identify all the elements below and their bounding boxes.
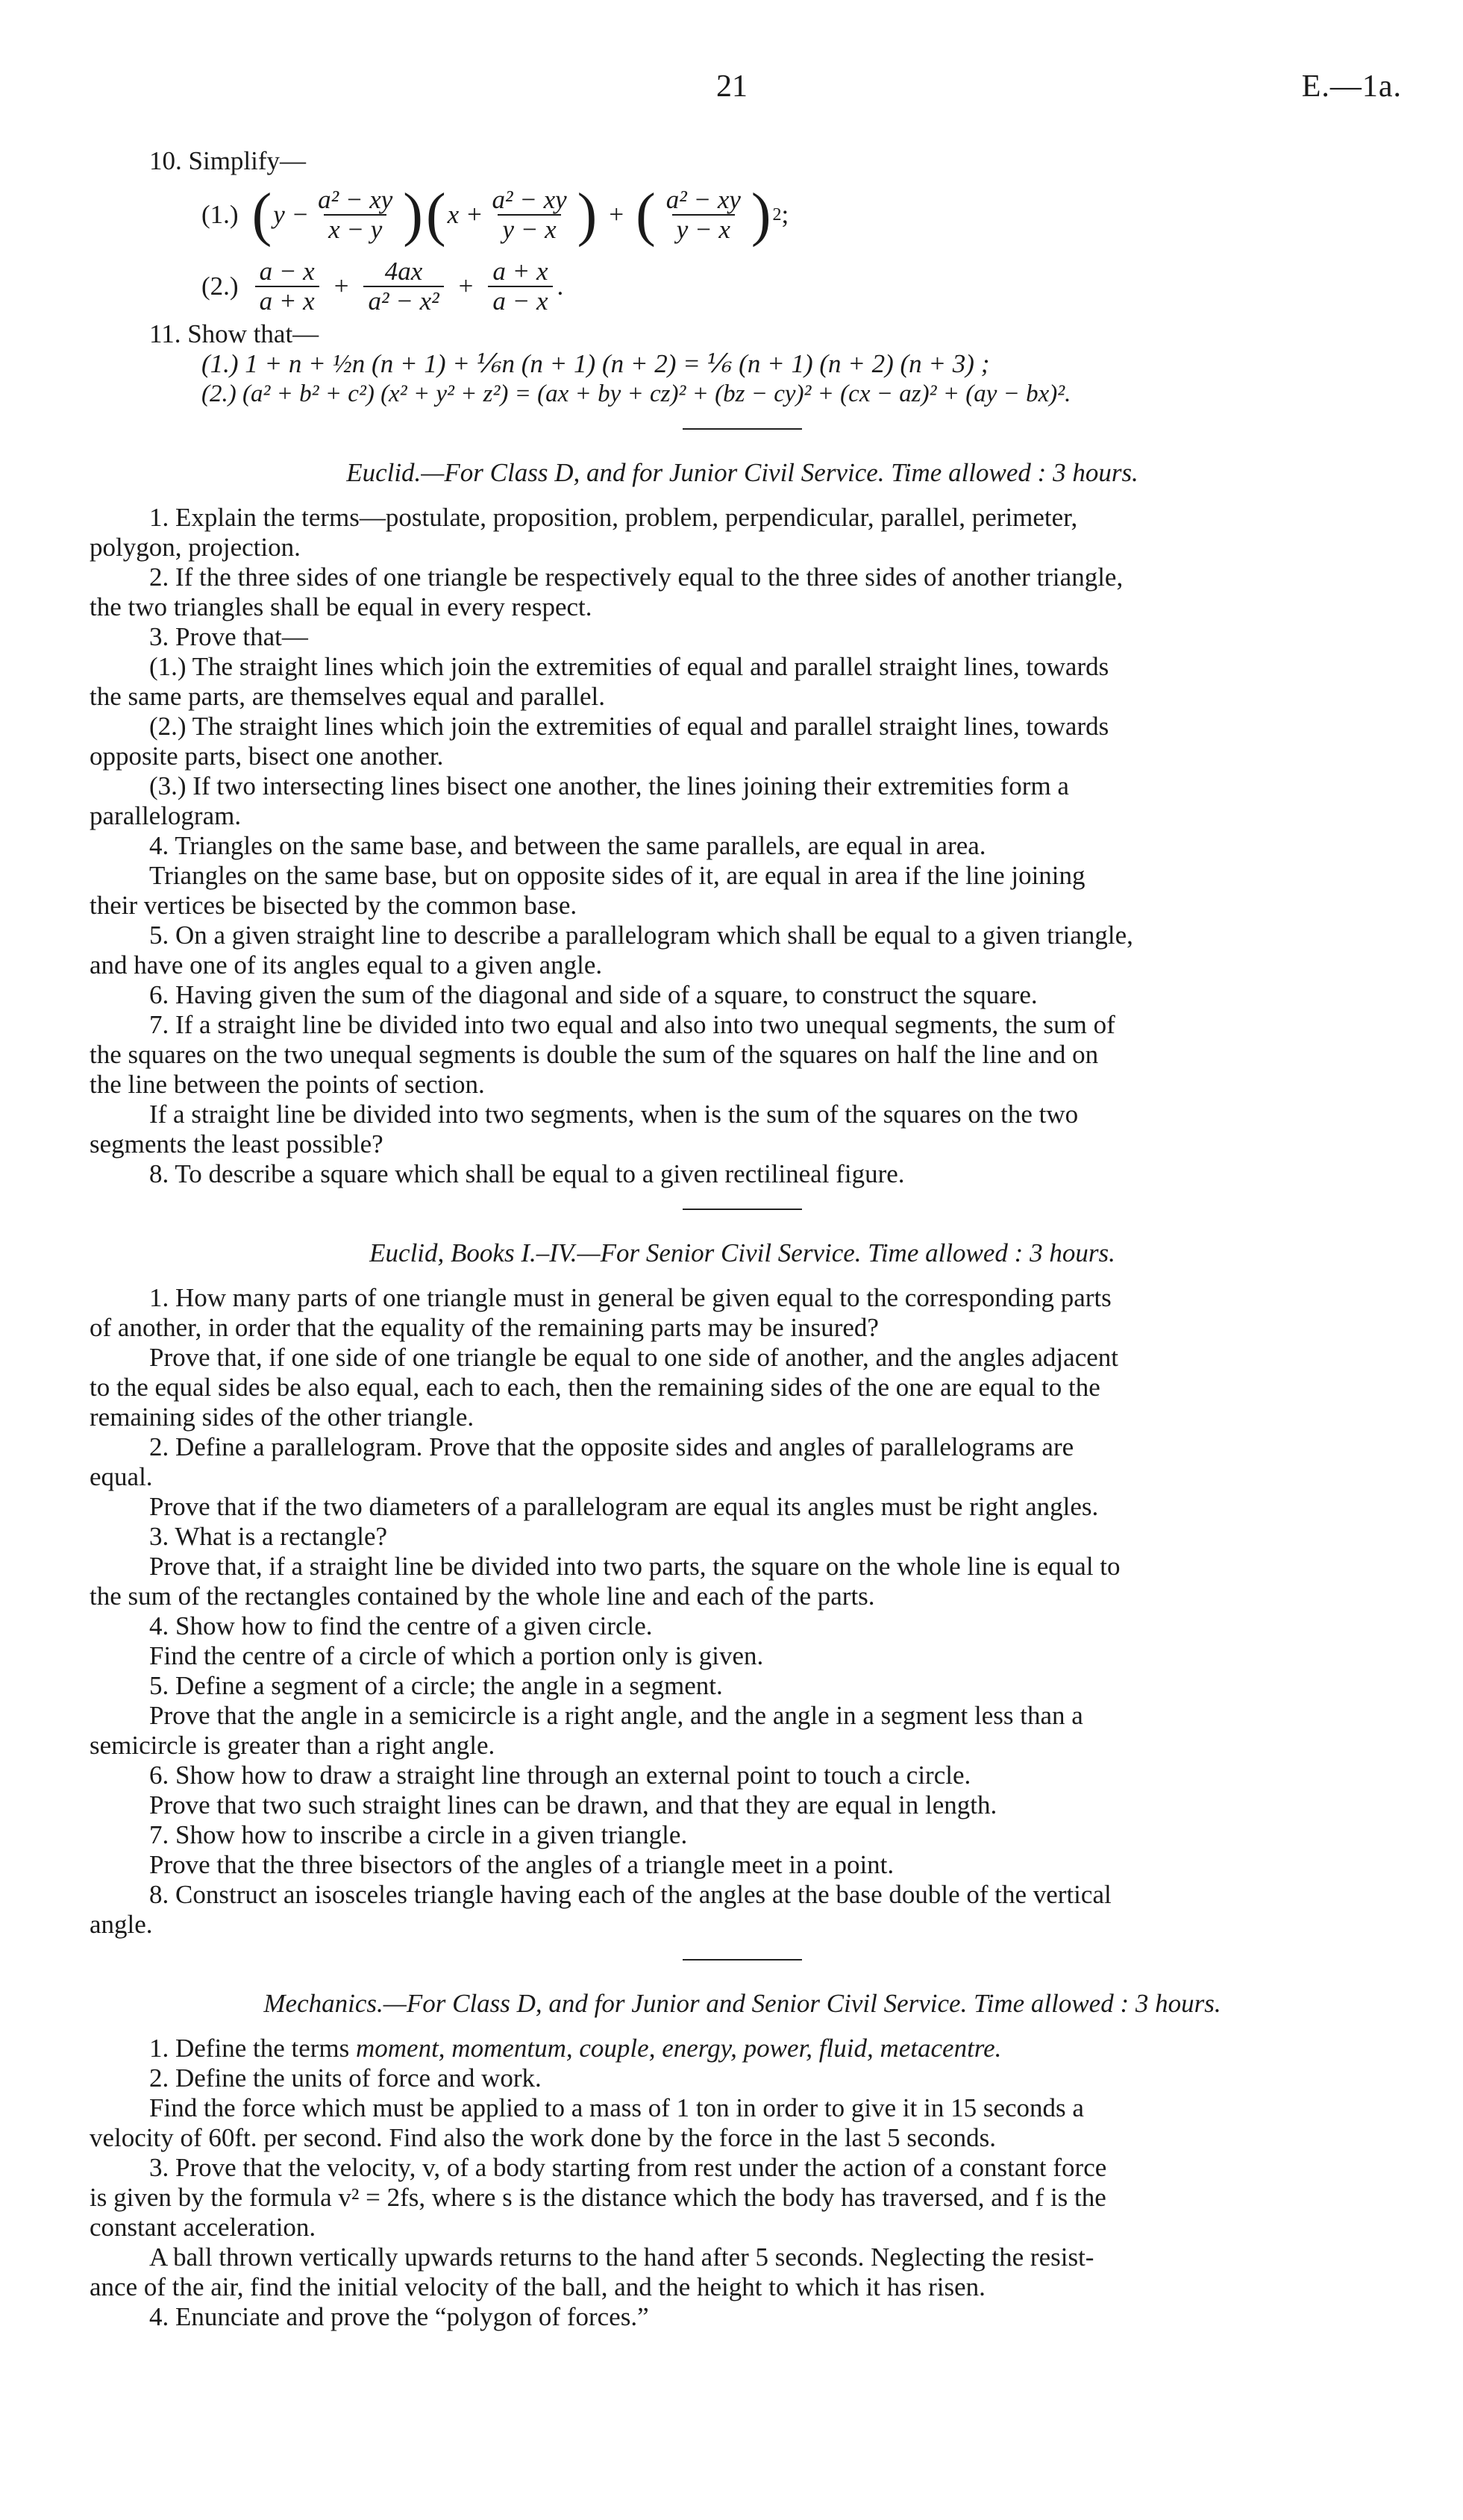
euclid-junior-questions (90, 503, 1395, 1189)
text-line: the sum of the rectangles contained by the whole line and each of the parts. (90, 1582, 875, 1611)
text-line: 2. If the three sides of one triangle be respectively equal to the three sides of another triangle, (149, 562, 1124, 592)
text-line: 7. Show how to inscribe a circle in a given triangle. (149, 1820, 688, 1849)
text-line: velocity of 60ft. per second. Find also the work done by the force in the last 5 seconds. (90, 2123, 996, 2152)
text-line: remaining sides of the other triangle. (90, 1402, 474, 1432)
text-line: Prove that if the two diameters of a parallelogram are equal its angles must be right angles. (149, 1492, 1099, 1521)
text-line: of another, in order that the equality of the remaining parts may be insured? (90, 1313, 879, 1342)
q10-p1-fraction-1 (313, 186, 397, 244)
text-line: equal. (90, 1462, 153, 1491)
text-line: (2.) The straight lines which join the extremities of equal and parallel straight lines, towards (149, 712, 1109, 741)
q10-p1-fraction-2 (487, 186, 571, 244)
section-heading-mechanics: Mechanics.—For Class D, and for Junior and Senior Civil Service. Time allowed : 3 hours. (263, 1989, 1221, 2018)
text-line: the two triangles shall be equal in every respect. (90, 592, 592, 621)
q10-p1-fraction-3 (662, 186, 745, 244)
text-line: 4. Enunciate and prove the “polygon of forces.” (149, 2302, 649, 2331)
text-line: is given by the formula v² = 2fs, where s is the distance which the body has traversed, and f is the (90, 2183, 1106, 2212)
text-line: Prove that, if one side of one triangle be equal to one side of another, and the angles adjacent (149, 1343, 1118, 1372)
text-line: the line between the points of section. (90, 1070, 485, 1099)
text-line: polygon, projection. (90, 533, 301, 562)
section-divider (683, 1959, 802, 1960)
text-line: Prove that two such straight lines can be drawn, and that they are equal in length. (149, 1790, 997, 1820)
text-line: semicircle is greater than a right angle. (90, 1731, 495, 1760)
plus-sign: + (333, 272, 349, 301)
text-line: angle. (90, 1910, 153, 1939)
text-line: 6. Show how to draw a straight line through an external point to touch a circle. (149, 1761, 971, 1790)
text-line: Find the force which must be applied to a mass of 1 ton in order to give it in 15 seconds a (149, 2093, 1084, 2122)
text-line: (1.) The straight lines which join the extremities of equal and parallel straight lines, towards (149, 652, 1109, 681)
q11-part2: (2.) (a² + b² + c²) (x² + y² + z²) = (ax + by + cz)² + (bz − cy)² + (cx − az)² + (ay − bx)². (201, 380, 1071, 407)
denominator: y − x (498, 214, 560, 244)
section-divider (683, 428, 802, 430)
q10-part2 (90, 254, 1395, 319)
text-line: Find the centre of a circle of which a portion only is given. (149, 1641, 764, 1670)
plus-sign: + (458, 272, 474, 301)
q10-p2-fraction-1 (255, 257, 319, 316)
text-line: 1. Explain the terms—postulate, proposition, problem, perpendicular, parallel, perimeter, (149, 503, 1078, 532)
euclid-senior-questions (90, 1283, 1395, 1940)
close-paren: ) (751, 182, 771, 248)
page-content (90, 146, 1395, 2332)
text-line: If a straight line be divided into two segments, when is the sum of the squares on the two (149, 1100, 1079, 1129)
numerator: a² − xy (318, 185, 393, 214)
text-line: opposite parts, bisect one another. (90, 742, 444, 771)
mechanics-q1-terms: moment, momentum, couple, energy, power, fluid, metacentre. (356, 2034, 1002, 2063)
q10-p2-fraction-2 (363, 257, 443, 316)
text-line: their vertices be bisected by the common base. (90, 891, 577, 920)
text-line: ance of the air, find the initial velocity of the ball, and the height to which it has risen. (90, 2272, 986, 2301)
numerator: a² − xy (665, 185, 741, 214)
text-line: 6. Having given the sum of the diagonal and side of a square, to construct the square. (149, 980, 1038, 1009)
q10-p1-f1-prefix: y − (273, 200, 310, 229)
text-line: segments the least possible? (90, 1129, 383, 1159)
q10-part2-label: (2.) (201, 272, 239, 301)
text-line: the squares on the two unequal segments is double the sum of the squares on half the line and on (90, 1040, 1099, 1069)
text-line: Prove that the angle in a semicircle is a right angle, and the angle in a segment less than a (149, 1701, 1083, 1730)
denominator: a + x (255, 286, 319, 316)
text-line: the same parts, are themselves equal and parallel. (90, 682, 605, 711)
text-line: A ball thrown vertically upwards returns to the hand after 5 seconds. Neglecting the resist- (149, 2242, 1094, 2272)
text-line: 5. Define a segment of a circle; the angle in a segment. (149, 1671, 723, 1700)
text-line: 3. What is a rectangle? (149, 1522, 388, 1551)
text-line: 8. Construct an isosceles triangle having each of the angles at the base double of the vertical (149, 1880, 1112, 1909)
open-paren: ( (425, 182, 446, 248)
numerator: a² − xy (492, 185, 567, 214)
text-line: 2. Define the units of force and work. (149, 2063, 542, 2093)
q10-part1-label: (1.) (201, 200, 239, 229)
close-paren: ) (403, 182, 423, 248)
text-line: 4. Triangles on the same base, and between the same parallels, are equal in area. (149, 831, 986, 860)
text-line: 7. If a straight line be divided into two equal and also into two unequal segments, the sum of (149, 1010, 1115, 1039)
section-heading-euclid-senior: Euclid, Books I.–IV.—For Senior Civil Service. Time allowed : 3 hours. (369, 1238, 1115, 1267)
q10-title: 10. Simplify— (149, 146, 307, 175)
numerator: 4ax (384, 257, 423, 286)
open-paren: ( (636, 182, 656, 248)
text-line: 5. On a given straight line to describe a parallelogram which shall be equal to a given triangle, (149, 921, 1133, 950)
denominator: x − y (324, 214, 386, 244)
mechanics-q1 (90, 2034, 1395, 2063)
text-line: Prove that the three bisectors of the angles of a triangle meet in a point. (149, 1850, 895, 1879)
mechanics-q1-prefix: 1. Define the terms (149, 2034, 356, 2063)
close-paren: ) (577, 182, 598, 248)
q10-p1-end: ; (781, 200, 789, 229)
text-line: 1. How many parts of one triangle must in general be given equal to the corresponding parts (149, 1283, 1112, 1312)
q10-part1 (90, 176, 1395, 254)
open-paren: ( (251, 182, 272, 248)
denominator: a − x (488, 286, 552, 316)
q10-p2-end: . (557, 272, 564, 301)
exponent: 2 (772, 205, 782, 225)
page-number: 21 (716, 69, 748, 104)
text-line: 4. Show how to find the centre of a given circle. (149, 1611, 653, 1640)
denominator: y − x (672, 214, 735, 244)
q10-p2-fraction-3 (488, 257, 552, 316)
text-line: (3.) If two intersecting lines bisect one another, the lines joining their extremities form a (149, 771, 1069, 800)
section-heading-euclid-junior: Euclid.—For Class D, and for Junior Civil Service. Time allowed : 3 hours. (346, 458, 1138, 487)
text-line: Prove that, if a straight line be divided into two parts, the square on the whole line is equal to (149, 1552, 1121, 1581)
text-line: and have one of its angles equal to a given angle. (90, 950, 603, 980)
text-line: 8. To describe a square which shall be equal to a given rectilineal figure. (149, 1159, 905, 1188)
mechanics-questions (90, 2063, 1395, 2332)
page-header (0, 69, 1463, 116)
text-line: parallelogram. (90, 801, 242, 830)
numerator: a − x (259, 257, 315, 286)
numerator: a + x (492, 257, 548, 286)
q11-title: 11. Show that— (149, 319, 319, 348)
text-line: 3. Prove that— (149, 622, 308, 651)
text-line: 3. Prove that the velocity, v, of a body starting from rest under the action of a constant force (149, 2153, 1107, 2182)
section-divider (683, 1209, 802, 1210)
text-line: Triangles on the same base, but on opposite sides of it, are equal in area if the line joining (149, 861, 1085, 890)
plus-sign: + (609, 200, 624, 229)
q10-p1-f2-prefix: x + (447, 200, 483, 229)
q11-part1: (1.) 1 + n + ½n (n + 1) + ⅙n (n + 1) (n + 2) = ⅙ (n + 1) (n + 2) (n + 3) ; (201, 349, 990, 378)
text-line: constant acceleration. (90, 2213, 316, 2242)
denominator: a² − x² (363, 286, 443, 316)
text-line: 2. Define a parallelogram. Prove that the opposite sides and angles of parallelograms are (149, 1432, 1074, 1461)
text-line: to the equal sides be also equal, each to each, then the remaining sides of the one are equal to the (90, 1373, 1100, 1402)
document-code: E.—1a. (1301, 69, 1402, 104)
